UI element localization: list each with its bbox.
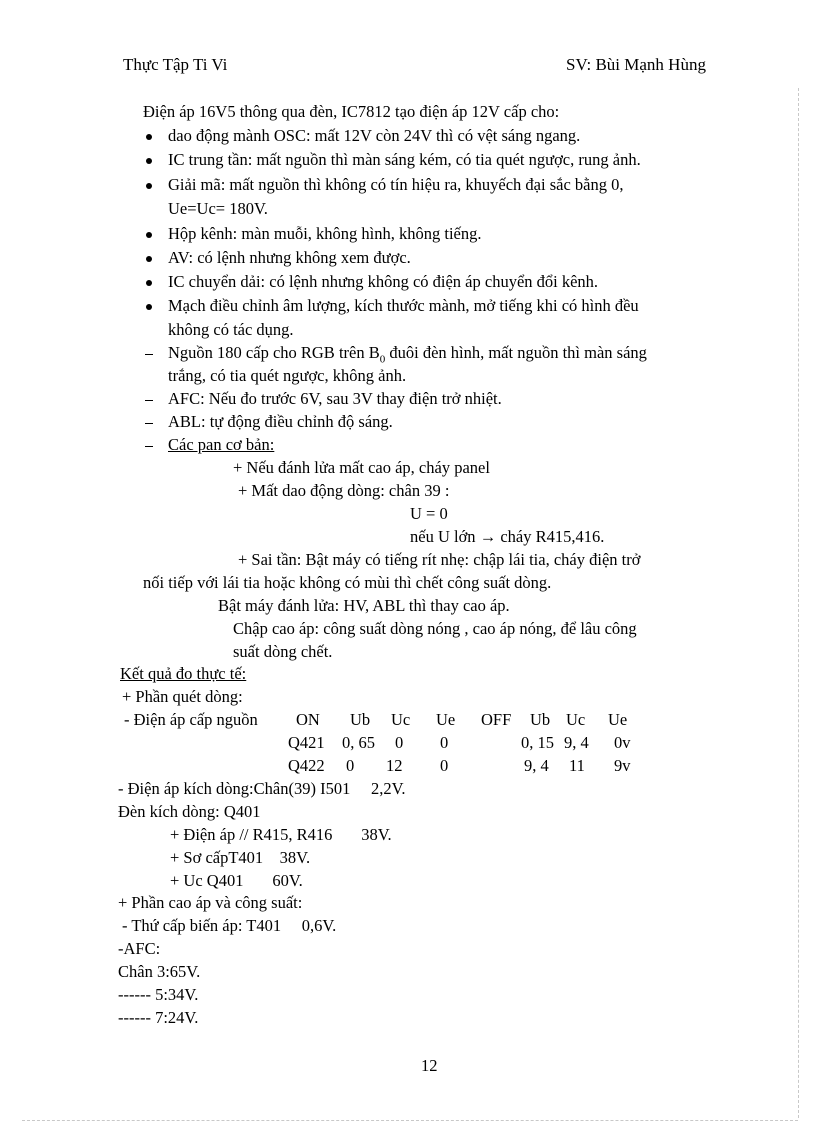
intro-line: Điện áp 16V5 thông qua đèn, IC7812 tạo điện áp 12V cấp cho: [143,102,560,121]
afc-line: ------ 5:34V. [118,985,199,1004]
pan-line: + Sai tần: Bật máy có tiếng rít nhẹ: chập lái tia, cháy điện trở [238,550,641,569]
dash-icon [145,446,153,447]
pan-line: + Mất dao động dòng: chân 39 : [238,481,450,500]
pan-line: U = 0 [410,504,448,523]
table-cell: 12 [386,756,403,775]
list-item: AV: có lệnh nhưng không xem được. [168,248,411,267]
afc-line: Chân 3:65V. [118,962,201,981]
dash-item-continuation: trắng, có tia quét ngược, không ảnh. [168,366,407,385]
pan-line: Bật máy đánh lửa: HV, ABL thì thay cao áp. [218,596,510,615]
table-cell: 9, 4 [564,733,589,752]
list-item: IC trung tần: mất nguồn thì màn sáng kém, có tia quét ngược, rung ảnh. [168,150,641,169]
afc-line: ------ 7:24V. [118,1008,199,1027]
column-header: Uc [391,710,411,729]
dash-item-pan-heading: Các pan cơ bản: [168,435,275,454]
source-text-pre: Nguồn 180 cấp cho RGB trên B [168,343,380,362]
table-cell: 0 [440,733,449,752]
secondary-voltage: - Thứ cấp biến áp: T401 0,6V. [122,916,337,935]
pan-line-part: cháy R415,416. [500,527,605,546]
table-cell: 0 [346,756,355,775]
table-cell: 0v [614,733,631,752]
bullet-icon [146,256,152,262]
column-header: Ue [436,710,456,729]
drive-item: + Điện áp // R415, R416 38V. [170,825,392,844]
source-text-post: đuôi đèn hình, mất nguồn thì màn sáng [385,343,647,362]
pan-line-part: nếu U lớn [410,527,476,546]
table-cell: 0, 65 [342,733,375,752]
header-right-author: SV: Bùi Mạnh Hùng [566,55,706,74]
bullet-icon [146,232,152,238]
pan-line: suất dòng chết. [233,642,333,661]
drive-item: + Uc Q401 60V. [170,871,303,890]
bullet-icon [146,304,152,310]
list-item-continuation: Ue=Uc= 180V. [168,199,268,218]
bullet-icon [146,134,152,140]
column-header: Ub [530,710,551,729]
dash-icon [145,354,153,355]
table-cell: 11 [569,756,585,775]
table-cell: 0 [440,756,449,775]
table-cell: 9v [614,756,631,775]
table-cell: 9, 4 [524,756,549,775]
drive-item: + Sơ cấpT401 38V. [170,848,311,867]
source-subscript: 0 [379,353,386,366]
dash-icon [145,423,153,424]
table-cell: 0, 15 [521,733,554,752]
dash-item-source [168,345,647,365]
page-bottom-border [22,1120,798,1121]
results-title: Kết quả đo thực tế: [120,664,247,683]
column-header: OFF [481,710,512,729]
drive-voltage: - Điện áp kích dòng:Chân(39) I501 2,2V. [118,779,406,798]
list-item: Hộp kênh: màn muỗi, không hình, không tiếng. [168,224,482,243]
table-cell-name: Q421 [288,733,325,752]
list-item: IC chuyển dải: có lệnh nhưng không có điện áp chuyển đổi kênh. [168,272,599,291]
bullet-icon [146,183,152,189]
bullet-icon [146,280,152,286]
column-header: ON [296,710,320,729]
table-cell: 0 [395,733,404,752]
list-item-continuation: không có tác dụng. [168,320,294,339]
column-header: Ub [350,710,371,729]
hv-heading: + Phần cao áp và công suất: [118,893,303,912]
header-left-title: Thực Tập Ti Vi [123,55,228,74]
pan-line: nối tiếp với lái tia hoặc không có mùi thì chết công suất dòng. [143,573,552,592]
drive-tube: Đèn kích dòng: Q401 [118,802,261,821]
afc-label: -AFC: [118,939,161,958]
dash-item-abl: ABL: tự động điều chỉnh độ sáng. [168,412,393,431]
page-number: 12 [421,1056,438,1075]
column-header: Uc [566,710,586,729]
bullet-icon [146,158,152,164]
column-header: Ue [608,710,628,729]
page-right-border [798,88,799,1118]
pan-line [410,529,604,546]
list-item: Mạch điều chỉnh âm lượng, kích thước mành, mở tiếng khi có hình đều [168,296,639,315]
dash-item-afc: AFC: Nếu đo trước 6V, sau 3V thay điện trở nhiệt. [168,389,502,408]
arrow-right-icon: → [479,527,497,546]
list-item: dao động mành OSC: mất 12V còn 24V thì có vệt sáng ngang. [168,126,581,145]
table-cell-name: Q422 [288,756,325,775]
list-item: Giải mã: mất nguồn thì không có tín hiệu ra, khuyếch đại sắc bằng 0, [168,175,624,194]
pan-line: Chập cao áp: công suất dòng nóng , cao áp nóng, để lâu công [233,619,637,638]
supply-label: - Điện áp cấp nguồn [124,710,258,729]
dash-icon [145,400,153,401]
scan-heading: + Phần quét dòng: [122,687,243,706]
pan-line: + Nếu đánh lửa mất cao áp, cháy panel [233,458,490,477]
